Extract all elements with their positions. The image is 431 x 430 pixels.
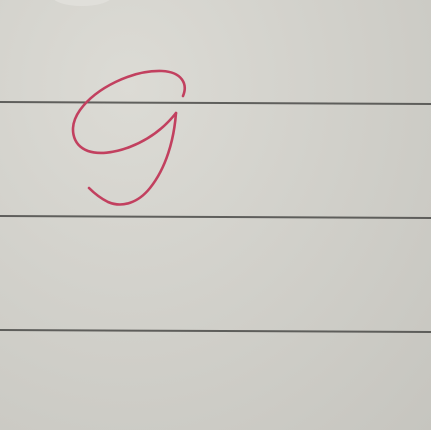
digit-loop-stroke bbox=[73, 71, 185, 153]
